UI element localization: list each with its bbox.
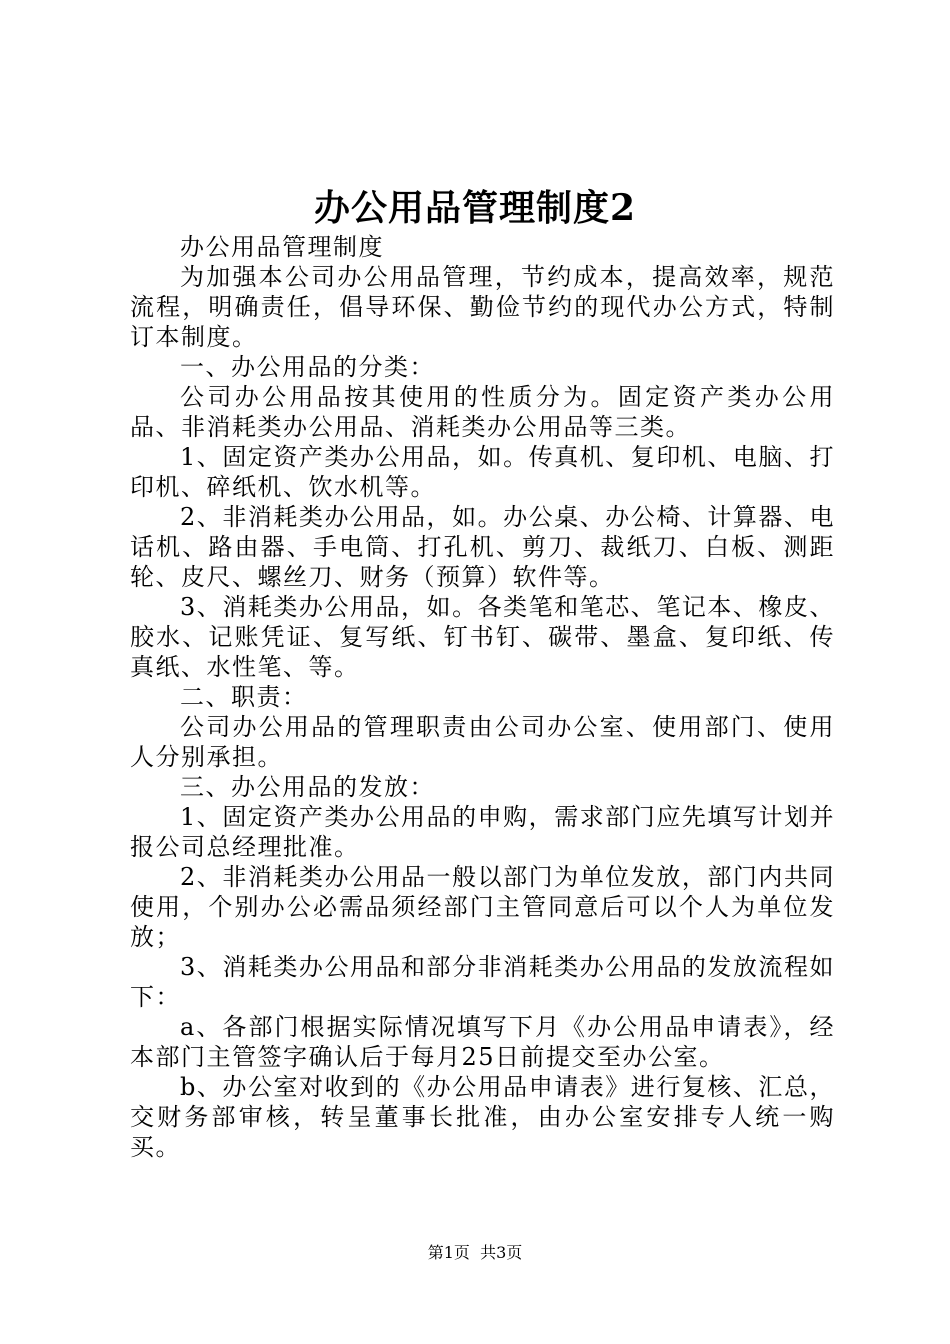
section-heading: 三、办公用品的发放： xyxy=(180,773,435,801)
page-number: 第1页 xyxy=(427,1243,470,1262)
document-title: 办公用品管理制度2 xyxy=(313,187,637,229)
list-item: 2、非消耗类办公用品，如。办公桌、办公椅、计算器、电话机、路由器、手电筒、打孔机、剪刀、裁纸刀、白板、测距轮、皮尺、螺丝刀、财务（预算）软件等。 xyxy=(130,503,835,591)
document-body xyxy=(130,232,835,1162)
page-total: 共3页 xyxy=(480,1243,523,1262)
list-item: b、办公室对收到的《办公用品申请表》进行复核、汇总，交财务部审核，转呈董事长批准，由办公室安排专人统一购买。 xyxy=(130,1073,835,1161)
paragraph: 办公用品管理制度 xyxy=(180,233,384,261)
section-heading: 一、办公用品的分类： xyxy=(180,353,435,381)
list-item: a、各部门根据实际情况填写下月《办公用品申请表》，经本部门主管签字确认后于每月25日前提交至办公室。 xyxy=(130,1013,835,1071)
section-heading: 二、职责： xyxy=(180,683,308,711)
list-item: 1、固定资产类办公用品，如。传真机、复印机、电脑、打印机、碎纸机、饮水机等。 xyxy=(130,443,835,501)
list-item: 3、消耗类办公用品和部分非消耗类办公用品的发放流程如下： xyxy=(130,953,835,1011)
paragraph: 公司办公用品按其使用的性质分为。固定资产类办公用品、非消耗类办公用品、消耗类办公用品等三类。 xyxy=(130,383,835,441)
paragraph: 为加强本公司办公用品管理，节约成本，提高效率，规范流程，明确责任，倡导环保、勤俭节约的现代办公方式，特制订本制度。 xyxy=(130,263,835,351)
paragraph: 公司办公用品的管理职责由公司办公室、使用部门、使用人分别承担。 xyxy=(130,713,835,771)
list-item: 1、固定资产类办公用品的申购，需求部门应先填写计划并报公司总经理批准。 xyxy=(130,803,835,861)
list-item: 2、非消耗类办公用品一般以部门为单位发放，部门内共同使用，个别办公必需品须经部门主管同意后可以个人为单位发放； xyxy=(130,863,835,951)
page-footer xyxy=(0,1242,950,1264)
list-item: 3、消耗类办公用品，如。各类笔和笔芯、笔记本、橡皮、胶水、记账凭证、复写纸、钉书钉、碳带、墨盒、复印纸、传真纸、水性笔、等。 xyxy=(130,593,835,681)
footer-spacer xyxy=(470,1243,480,1262)
